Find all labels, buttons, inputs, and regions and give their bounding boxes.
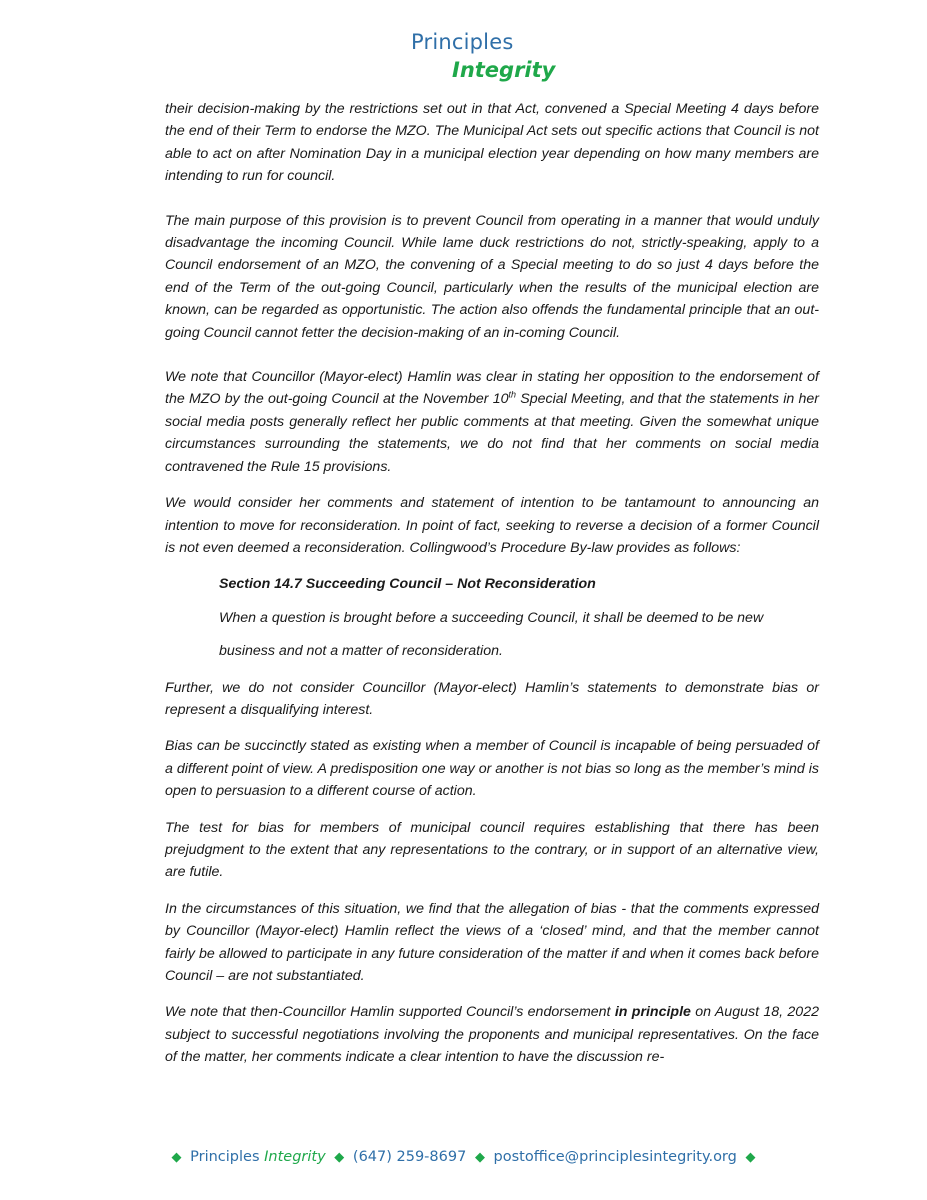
paragraph-6: Bias can be succinctly stated as existing when a member of Council is incapable of being persuaded of a different point of view. A predisposition one way or another is not bias so long as the member’s mind is open to persuasion to a different course of action. [165, 738, 819, 800]
footer [0, 1149, 927, 1165]
paragraph-2: The main purpose of this provision is to prevent Council from operating in a manner that would unduly disadvantage the incoming Council. While lame duck restrictions do not, strictly-speaking, apply to a Council endorsement of an MZO, the convening of a Special meeting to do so just 4 days before the end of the Term of the out-going Council, particularly when the results of the municipal election are known, can be regarded as opportunistic. The action also offends the fundamental principle that an out-going Council cannot fetter the decision-making of an in-coming Council. [165, 212, 819, 341]
diamond-icon: ◆ [474, 1150, 485, 1165]
paragraph-3 [165, 366, 819, 478]
footer-org-part-2: Integrity [264, 1149, 326, 1165]
paragraph-9-part-1: We note that then-Councillor Hamlin supported Council’s endorsement [165, 1004, 615, 1021]
logo-principles: Principles [411, 30, 514, 54]
footer-email: postoffice@principlesintegrity.org [493, 1149, 737, 1165]
diamond-icon: ◆ [171, 1150, 182, 1165]
footer-org-part-1: Principles [190, 1149, 260, 1165]
paragraph-3-part-2: Special Meeting, and that the statements in her social media posts generally reflect her public comments at that meeting. Given the somewhat unique circumstances surrounding the statements, we do not find that her comments on social media contravened the Rule 15 provisions. [165, 391, 819, 475]
document-body [165, 98, 819, 1069]
paragraph-7: The test for bias for members of municipal council requires establishing that there has been prejudgment to the extent that any representations to the contrary, or in support of an alternative view, are futile. [165, 819, 819, 881]
section-text-line-2: business and not a matter of reconsideration. [219, 643, 503, 660]
paragraph-3-part-1: We note that Councillor (Mayor-elect) Hamlin was clear in stating her opposition to the endorsement of the MZO by the out-going Council at the November 10 [165, 369, 819, 408]
paragraph-5: Further, we do not consider Councillor (Mayor-elect) Hamlin’s statements to demonstrate bias or represent a disqualifying interest. [165, 679, 819, 718]
logo-integrity: Integrity [452, 58, 556, 82]
section-title: Section 14.7 Succeeding Council – Not Reconsideration [219, 576, 596, 593]
paragraph-3-superscript: th [508, 389, 517, 400]
diamond-icon: ◆ [745, 1150, 756, 1165]
paragraph-4: We would consider her comments and statement of intention to be tantamount to announcing an intention to move for reconsideration. In point of fact, seeking to reverse a decision of a former Council is not even deemed a reconsideration. Collingwood’s Procedure By-law provides as follows: [165, 495, 819, 556]
paragraph-9-bold: in principle [614, 1004, 691, 1021]
paragraph-9-part-2: on August 18, 2022 subject to successful negotiations involving the proponents and municipal representatives. On the face of the matter, her comments indicate a clear intention to have the discussion re- [165, 1004, 819, 1066]
diamond-icon: ◆ [334, 1150, 345, 1165]
section-text-line-1: When a question is brought before a succeeding Council, it shall be deemed to be new [219, 609, 764, 626]
paragraph-8: In the circumstances of this situation, we find that the allegation of bias - that the comments expressed by Councillor (Mayor-elect) Hamlin reflect the views of a ‘closed’ mind, and that the member cannot fairly be allowed to participate in any future consideration of the matter if and when it comes back before Council – are not substantiated. [165, 900, 819, 984]
paragraph-9 [165, 1001, 819, 1068]
footer-phone: (647) 259-8697 [352, 1149, 467, 1165]
paragraph-1: their decision-making by the restrictions set out in that Act, convened a Special Meeting 4 days before the end of their Term to endorse the MZO. The Municipal Act sets out specific actions that Council is not able to act on after Nomination Day in a municipal election year depending on how many members are intending to run for council. [165, 101, 819, 185]
letterhead-logo [0, 30, 927, 90]
